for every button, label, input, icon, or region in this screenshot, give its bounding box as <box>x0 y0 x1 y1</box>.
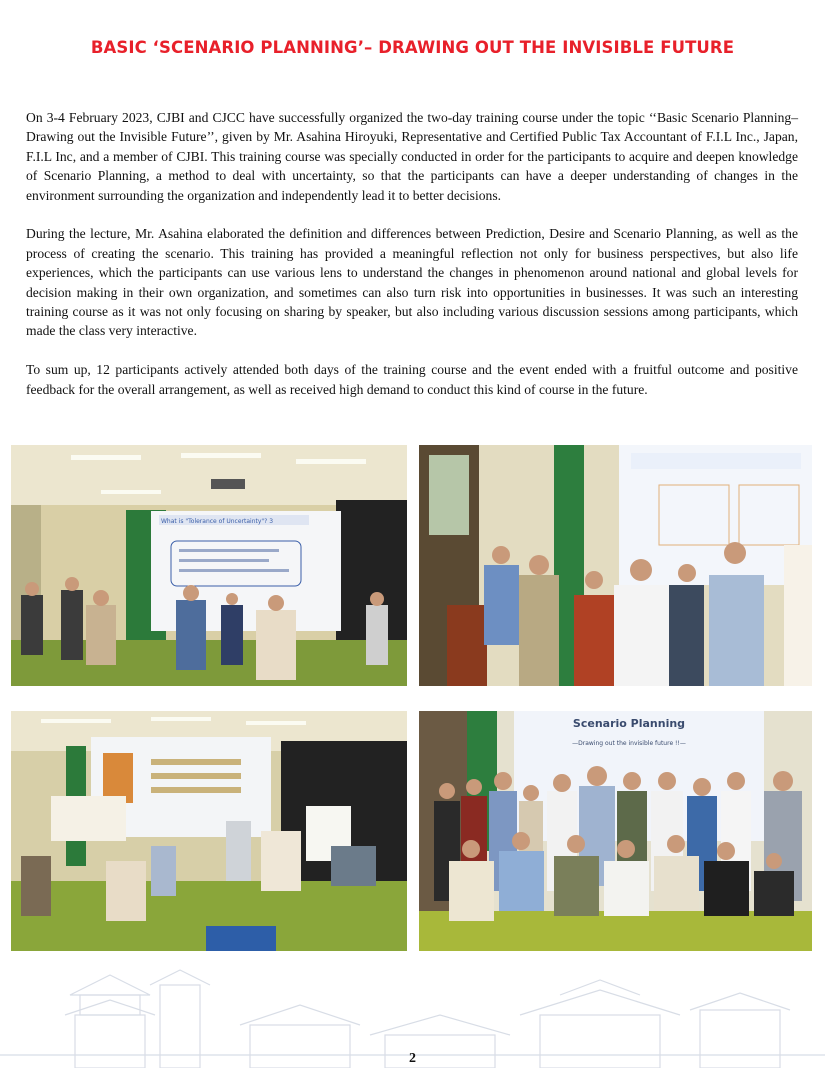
paragraph-1: On 3-4 February 2023, CJBI and CJCC have successfully organized the two-day training course under the topic ‘‘Basic Scenario Planning– Drawing out the Invisible Future’’, given by Mr. Asahina Hiroyuki, Representative and Certified Public Tax Accountant of F.I.L Inc., Japan, F.I.L Inc, and a member of CJBI. This training course was specially conducted in order for the participants to acquire and deepen knowledge of Scenario Planning, a method to deal with uncertainty, so that the participants can have a deeper understanding of changes in the environment surrounding the organization and independently lead it to better decisions. <box>26 110 798 203</box>
slide-title: Scenario Planning <box>572 717 686 730</box>
photo-workshop-session <box>11 711 407 951</box>
photo-group-discussion <box>419 445 812 686</box>
slide-subtitle: —Drawing out the invisible future !!— <box>572 740 686 747</box>
paragraph-2: During the lecture, Mr. Asahina elaborated the definition and differences between Prediction, Desire and Scenario Planning, as well as the process of creating the scenario. This training has provided a meaningful reflection not only for business perspectives, but also life experiences, which the participants can use various lens to understand the changes in phenomenon around national and global levels for decision making in their own organization, and sometimes can also turn risk into opportunities in businesses. It was such an interesting training course as it was not only focusing on sharing by speaker, but also including various discussion sessions among participants, which made the class very interactive. <box>26 226 798 339</box>
paragraph-3: To sum up, 12 participants actively attended both days of the training course and the event ended with a fruitful outcome and positive feedback for the overall arrangement, as well as received high demand to conduct this kind of course in the future. <box>26 362 798 397</box>
page-title: BASIC ‘SCENARIO PLANNING’– DRAWING OUT THE INVISIBLE FUTURE <box>90 38 735 57</box>
photo-group-portrait <box>419 711 812 951</box>
page-number: 2 <box>409 1051 416 1066</box>
slide-heading: What is "Tolerance of Uncertainty"? 3 <box>161 518 274 525</box>
article-body <box>26 108 798 418</box>
photo-lecture-room <box>11 445 407 686</box>
